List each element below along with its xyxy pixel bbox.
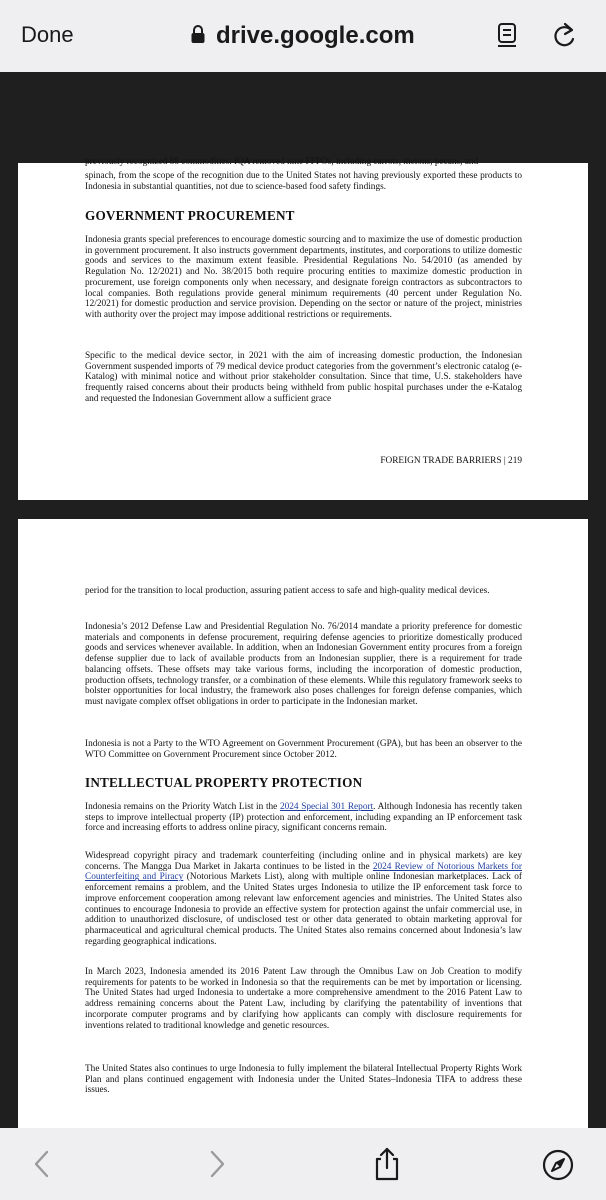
lock-icon [190,24,206,49]
special-301-report-link[interactable]: 2024 Special 301 Report [279,802,374,812]
done-button[interactable]: Done [21,22,74,47]
paragraph: Widespread copyright piracy and trademark counterfeiting (including online and in physical markets) are key concerns. The Mangga Dua Market in Jakarta continues to be listed in the 2024 Review of Notorious Markets for Counterfeiting and Piracy (Notorious Markets List), along with multiple online Indonesian marketplaces. Lack of enforcement remains a problem, and the United States urges Indonesia to utilize the IP enforcement task force to improve enforcement cooperation among relevant law enforcement agencies and ministries. The United States also continues to encourage Indonesia to provide an effective system for protection against the unfair commercial use, in addition to unauthorized disclosure, of undisclosed test or other data generated to obtain marketing approval for pharmaceutical and agricultural chemical products. The United States also remains concerned about Indonesia’s law regarding geographical indications. [85,851,522,947]
paragraph: Indonesia grants special preferences to encourage domestic sourcing and to maximize the use of domestic production in government procurement. It also instructs government departments, institutes, and corporations to utilize domestic goods and services to the maximum extent feasible. Presidential Regulations No. 54/2010 (as amended by Regulation No. 12/2021) and No. 38/2015 both require procuring entities to maximize domestic production in procurement, use foreign components only when necessary, and designate foreign contractors as subcontractors to local companies. Both regulations provide general minimum requirements (40 percent under Regulation No. 12/2021) for domestic production and service provision. Depending on the sector or nature of the project, ministries with authority over the project may impose additional restrictions or requirements. [85,235,522,320]
address-bar[interactable] [190,20,415,52]
browser-bottom-bar [0,1128,606,1200]
forward-chevron-icon[interactable] [206,1148,228,1185]
paragraph: spinach, from the scope of the recognition due to the United States not having previously exported these products to Indonesia in substantial quantities, not due to science-based food safety findings. [85,171,522,192]
reader-mode-icon[interactable] [496,22,518,55]
paragraph: Specific to the medical device sector, in 2021 with the aim of increasing domestic production, the Indonesian Government suspended imports of 79 medical device product categories from the government’s electronic catalog (e-Katalog) with minimal notice and without prior stakeholder consultation. Since that time, U.S. stakeholders have frequently raised concerns about their products being withheld from public hospital purchases under the e-Katalog and requested the Indonesian Government allow a sufficient grace [85,351,522,404]
browser-top-bar [0,0,606,72]
compass-icon[interactable] [541,1148,575,1187]
paragraph: In March 2023, Indonesia amended its 2016 Patent Law through the Omnibus Law on Job Creation to modify requirements for patents to be worked in Indonesia so that the requirements can be met by importation or licensing. The United States had urged Indonesia to undertake a more comprehensive amendment to the 2016 Patent Law to address remaining concerns about the Patent Law, including by clarifying the patentability of inventions that incorporate computer programs and by clarifying how applicants can comply with disclosure requirements for inventions related to traditional knowledge and genetic resources. [85,967,522,1031]
url-text: drive.google.com [216,22,415,49]
cut-off-line: previously recognized 88 commodities. IQA removed nine FFPOs, including carrots, melons, pecans, and [85,157,479,167]
back-chevron-icon[interactable] [31,1148,53,1185]
paragraph: Indonesia’s 2012 Defense Law and Presidential Regulation No. 76/2014 mandate a priority preference for domestic materials and components in defense procurement, requiring defense agencies to prioritize domestically produced goods and services whenever available. In addition, when an Indonesian Government entity procures from a foreign defense supplier due to lack of available products from an Indonesian supplier, there is a requirement for trade balancing offsets. These offsets may take various forms, including the incorporation of domestic production, production offsets, technology transfer, or a combination of these elements. While this regulatory framework seeks to bolster opportunities for local industry, the framework also poses challenges for foreign defense companies, which must navigate complex offset obligations in order to participate in the Indonesian market. [85,622,522,707]
document-page-219 [18,157,588,500]
reload-icon[interactable] [552,22,578,55]
paragraph: period for the transition to local production, assuring patient access to safe and high-quality medical devices. [85,586,490,596]
paragraph: Indonesia remains on the Priority Watch List in the 2024 Special 301 Report. Although Indonesia has recently taken steps to improve intellectual property (IP) protection and enforcement, including expanding an IP enforcement task force and increasing efforts to address online piracy, significant concerns remain. [85,802,522,834]
section-heading-intellectual-property: INTELLECTUAL PROPERTY PROTECTION [85,775,363,790]
section-heading-government-procurement: GOVERNMENT PROCUREMENT [85,208,295,223]
paragraph: The United States also continues to urge Indonesia to fully implement the bilateral Intellectual Property Rights Work Plan and plans continued engagement with Indonesia under the United States–Indonesia TIFA to address these issues. [85,1064,522,1096]
share-icon[interactable] [372,1146,402,1187]
notorious-markets-link[interactable]: 2024 Review of Notorious Markets for Counterfeiting and Piracy [85,861,522,883]
document-page-220 [18,519,588,1128]
page-footer: FOREIGN TRADE BARRIERS | 219 [380,456,522,466]
paragraph: Indonesia is not a Party to the WTO Agreement on Government Procurement (GPA), but has been an observer to the WTO Committee on Government Procurement since October 2012. [85,739,522,760]
